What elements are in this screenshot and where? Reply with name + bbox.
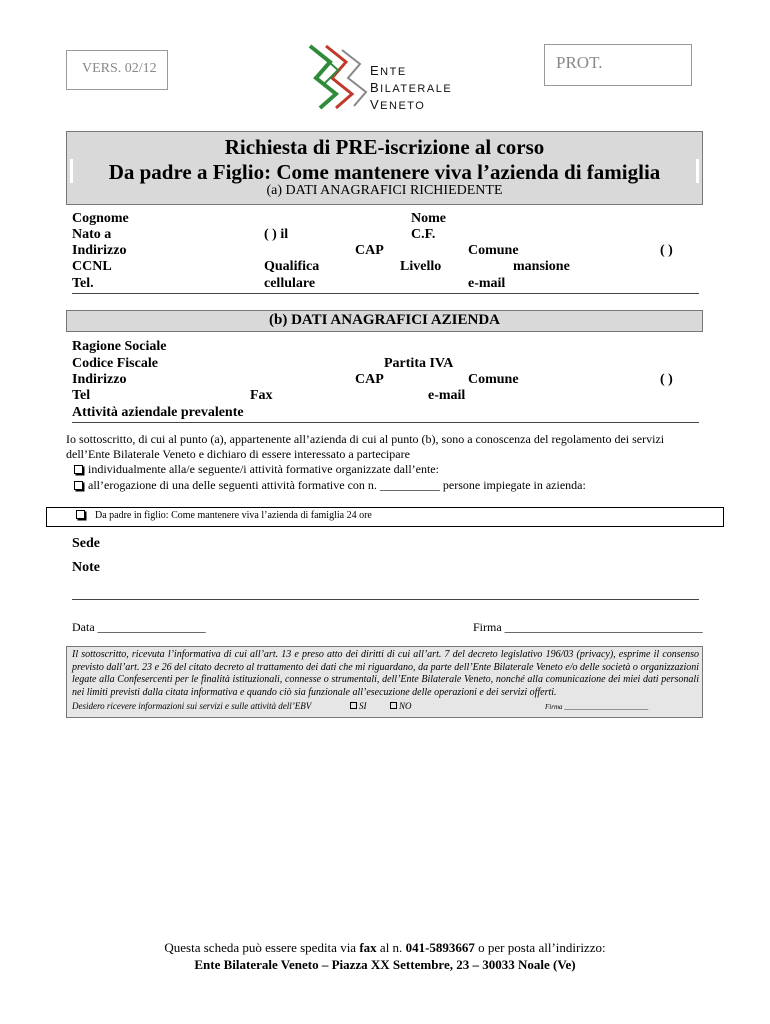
form-title: Richiesta di PRE-iscrizione al corso (224, 135, 545, 159)
azienda-tel-label: Tel (72, 388, 91, 403)
consent-no[interactable]: NO (390, 701, 412, 711)
footer-address: Ente Bilaterale Veneto – Piazza XX Settembre, 23 – 30033 Noale (Ve) (194, 957, 576, 972)
section-a-divider (72, 293, 699, 294)
cognome-label: Cognome (72, 211, 129, 226)
azienda-fax-label: Fax (250, 388, 273, 403)
note-line[interactable] (72, 599, 699, 600)
cellulare-label: cellulare (264, 276, 316, 291)
checkbox-course[interactable] (76, 510, 85, 519)
azienda-comune-label: Comune (468, 372, 519, 387)
section-a-heading: (a) DATI ANAGRAFICI RICHIEDENTE (266, 183, 503, 198)
note-label: Note (72, 560, 100, 575)
footer-line1: Questa scheda può essere spedita via fax al n. 041-5893667 o per posta all’indirizzo: (164, 940, 606, 955)
privacy-firma-field[interactable]: Firma ________________________ (545, 703, 649, 711)
codice-fiscale-label: Codice Fiscale (72, 356, 158, 371)
tel-label: Tel. (72, 276, 94, 291)
partita-iva-label: Partita IVA (384, 356, 454, 371)
protocol-label: PROT. (556, 53, 603, 72)
ccnl-label: CCNL (72, 259, 112, 274)
consent-row (72, 701, 311, 711)
checkbox-si[interactable] (350, 702, 357, 709)
qualifica-label: Qualifica (264, 259, 320, 274)
cf-label: C.F. (411, 227, 436, 242)
livello-label: Livello (400, 259, 442, 274)
attivita-label: Attività aziendale prevalente (72, 405, 244, 420)
indirizzo-label: Indirizzo (72, 243, 127, 258)
cap-label: CAP (355, 243, 384, 258)
data-field[interactable]: Data __________________ (72, 620, 206, 634)
azienda-cap-label: CAP (355, 372, 384, 387)
checkbox-no[interactable] (390, 702, 397, 709)
nato-a-label: Nato a (72, 227, 112, 242)
ebv-logo-icon (306, 42, 372, 112)
protocol-box (544, 44, 692, 86)
declaration-line1: Io sottoscritto, di cui al punto (a), appartenente all’azienda di cui al punto (b), sono a conoscenza del regolamento dei servizi (66, 432, 665, 446)
firma-field[interactable]: Firma _________________________________ (473, 620, 703, 634)
version-box (66, 50, 168, 90)
prov-label: ( ) (660, 243, 673, 258)
course-title: Da padre a Figlio: Come mantenere viva l’azienda di famiglia (108, 160, 661, 184)
azienda-email-label: e-mail (428, 388, 466, 403)
option-company[interactable]: all’erogazione di una delle seguenti attività formative con n. __________ persone impiegate in azienda: (74, 478, 586, 493)
sede-label: Sede (72, 536, 100, 551)
consent-question: Desidero ricevere informazioni sui servizi e sulle attività dell’EBV (72, 701, 312, 711)
mansione-label: mansione (513, 259, 570, 274)
email-label: e-mail (468, 276, 506, 291)
section-b-divider (72, 422, 699, 423)
azienda-indirizzo-label: Indirizzo (72, 372, 127, 387)
ragione-sociale-label: Ragione Sociale (72, 339, 167, 354)
checkbox-company[interactable] (74, 481, 83, 490)
comune-label: Comune (468, 243, 519, 258)
section-b-heading: (b) DATI ANAGRAFICI AZIENDA (269, 312, 500, 328)
logo-text: ENTE BILATERALE VENETO (370, 63, 453, 112)
azienda-prov-label: ( ) (660, 372, 673, 387)
checkbox-individual[interactable] (74, 465, 83, 474)
nome-label: Nome (411, 211, 446, 226)
course-option[interactable]: Da padre in figlio: Come mantenere viva l’azienda di famiglia 24 ore (76, 510, 372, 521)
privacy-text: Il sottoscritto, ricevuta l’informativa di cui all’art. 13 e preso atto dei diritti di cui all’art. 7 del decreto legislativo 196/03 (privacy), esprime il consenso previsto dall’art. 23 e 26 del citato decreto al trattamento dei dati che mi riguardano, da parte dell’Ente Bilaterale Veneto e/o delle società o organizzazioni legate alla Confesercenti per le finalità istituzionali, connesse o strumentali, dell’Ente Bilaterale Veneto, nonché alla comunicazione dei miei dati personali nei limiti previsti dalla citata informativa e quando ciò sia funzionale all’esecuzione delle operazioni e dei servizi offerti. (72, 649, 699, 698)
declaration-line2: dell’Ente Bilaterale Veneto e dichiaro di essere interessato a partecipare (66, 447, 410, 461)
consent-si[interactable]: SI (350, 701, 367, 711)
provincia-data-label: ( ) il (264, 227, 289, 242)
version-label: VERS. 02/12 (82, 61, 157, 76)
option-individual[interactable]: individualmente alla/e seguente/i attività formative organizzate dall’ente: (74, 462, 439, 477)
